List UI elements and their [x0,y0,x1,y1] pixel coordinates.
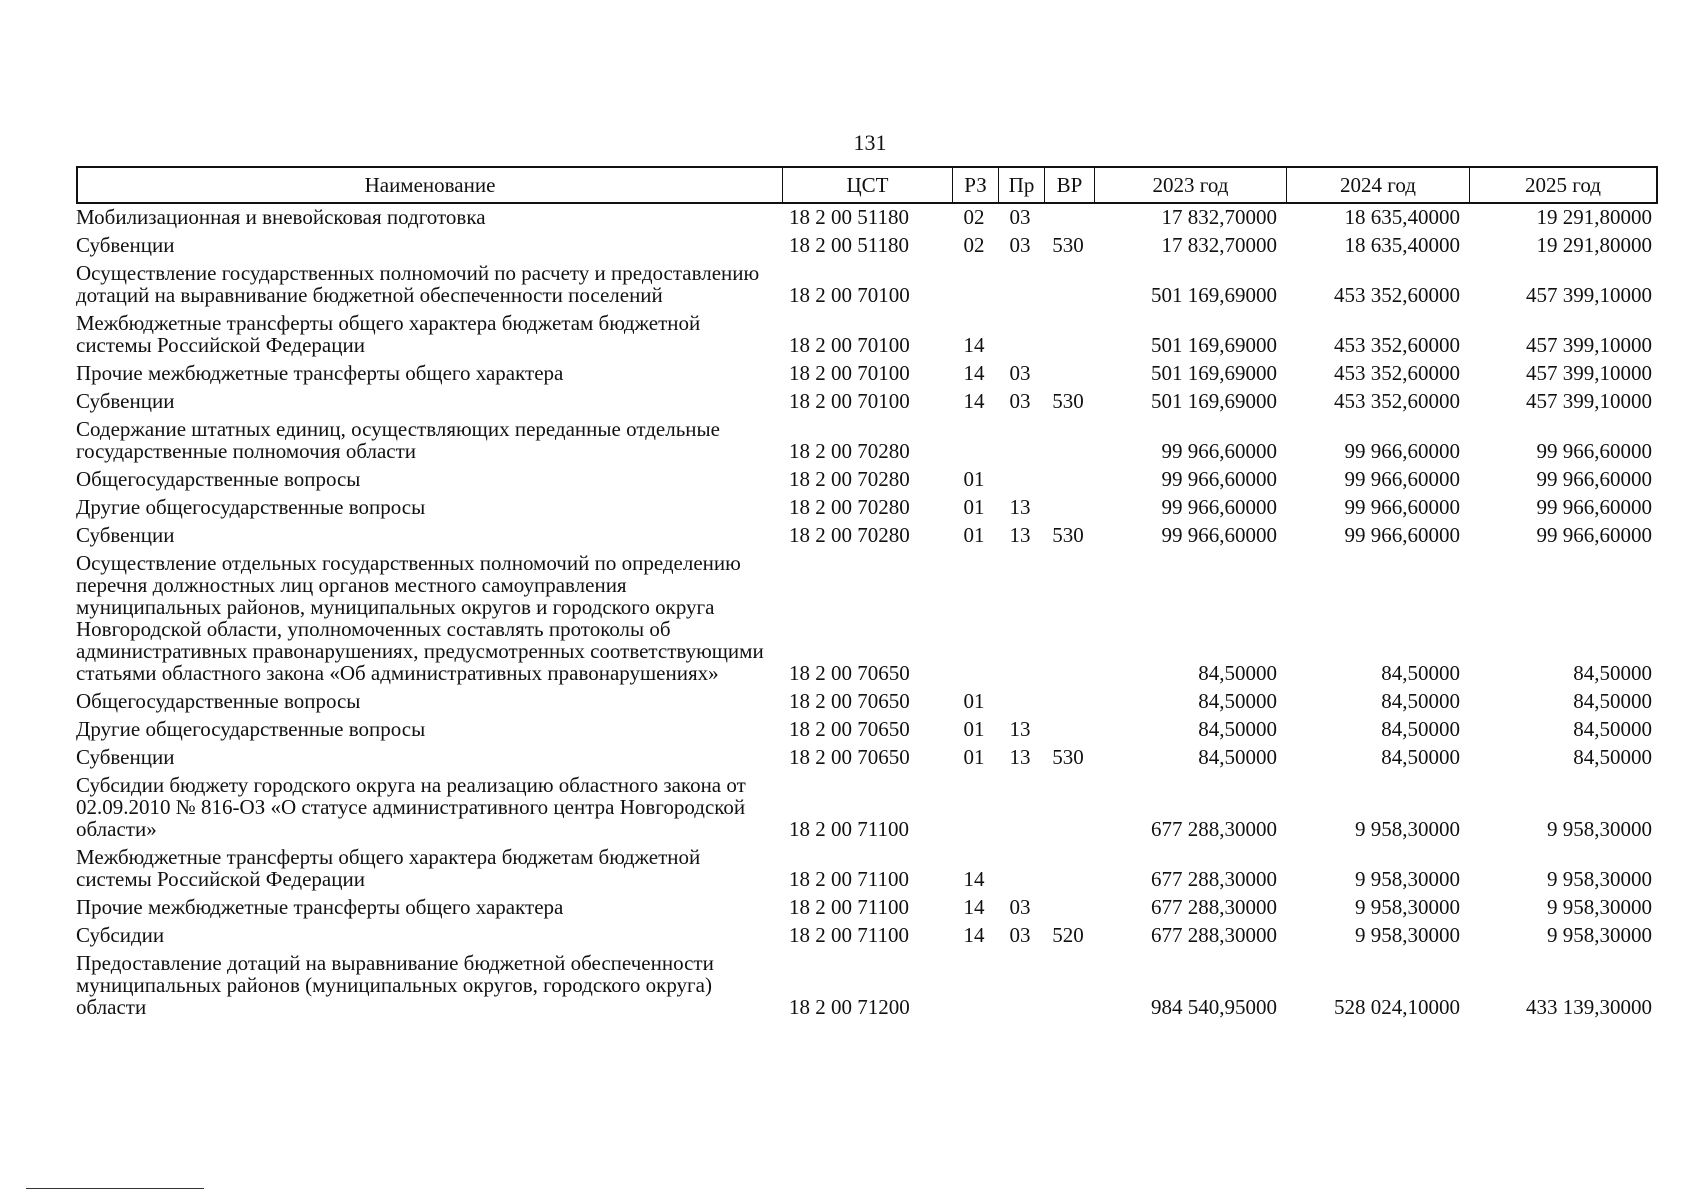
row-2025: 457 399,10000 [1526,283,1652,307]
row-cst: 18 2 00 70280 [789,439,910,463]
row-pr: 13 [1009,717,1031,741]
row-name: Субвенции [76,745,175,769]
row-rz: 01 [963,745,985,769]
table-row [76,496,1658,518]
row-2023: 677 288,30000 [1151,895,1277,919]
row-2025: 99 966,60000 [1536,523,1652,547]
row-name: Другие общегосударственные вопросы [76,717,426,741]
row-rz: 14 [963,333,985,357]
row-cst: 18 2 00 70100 [789,333,910,357]
row-pr: 03 [1009,205,1031,229]
row-name: Осуществление отдельных государственных полномочий по определению перечня должностных лиц органов местного самоуправления муниципальных районов, муниципальных округов и городского округа Новгородской области, уполномоченных составлять протоколы об административных правонарушениях, предусмотренных соответствующими статьями областного закона «Об административных правонарушениях» [76,551,764,685]
row-cst: 18 2 00 70100 [789,389,910,413]
row-rz: 14 [963,361,985,385]
row-name: Межбюджетные трансферты общего характера бюджетам бюджетной системы Российской Федерации [76,845,701,891]
table-row [76,896,1658,918]
row-pr: 13 [1009,745,1031,769]
row-cst: 18 2 00 51180 [789,233,909,257]
budget-table [76,166,1658,1018]
row-pr: 13 [1009,523,1031,547]
table-row [76,262,1658,306]
row-pr: 03 [1009,233,1031,257]
row-rz: 01 [963,689,985,713]
row-2023: 99 966,60000 [1161,439,1277,463]
row-rz: 14 [963,867,985,891]
row-2025: 9 958,30000 [1547,867,1652,891]
row-2023: 84,50000 [1198,661,1277,685]
header-2025: 2025 год [1525,173,1601,197]
row-2023: 501 169,69000 [1151,283,1277,307]
row-rz: 01 [963,467,985,491]
row-cst: 18 2 00 70280 [789,467,910,491]
header-cst: ЦСТ [783,168,953,202]
row-2023: 677 288,30000 [1151,817,1277,841]
row-2025: 99 966,60000 [1536,467,1652,491]
row-2025: 9 958,30000 [1547,895,1652,919]
row-cst: 18 2 00 51180 [789,205,909,229]
row-name: Прочие межбюджетные трансферты общего характера [76,361,564,385]
row-pr: 03 [1009,895,1031,919]
row-name: Прочие межбюджетные трансферты общего характера [76,895,564,919]
row-2025: 433 139,30000 [1526,995,1652,1019]
row-cst: 18 2 00 70280 [789,495,910,519]
row-name: Субвенции [76,233,175,257]
row-2024: 18 635,40000 [1344,205,1460,229]
row-cst: 18 2 00 70650 [789,717,910,741]
row-vr: 530 [1052,233,1084,257]
page-number: 131 [853,130,887,155]
row-name: Общегосударственные вопросы [76,689,361,713]
row-2023: 84,50000 [1198,717,1277,741]
row-2024: 453 352,60000 [1334,333,1460,357]
row-name: Субвенции [76,523,175,547]
table-row [76,718,1658,740]
row-cst: 18 2 00 70650 [789,689,910,713]
row-2025: 84,50000 [1573,745,1652,769]
row-2023: 984 540,95000 [1151,995,1277,1019]
row-name: Осуществление государственных полномочий по расчету и предоставлению дотаций на выравнивание бюджетной обеспеченности поселений [76,261,760,307]
row-pr: 03 [1009,389,1031,413]
row-name: Субсидии [76,923,165,947]
row-cst: 18 2 00 70650 [789,661,910,685]
table-row [76,524,1658,546]
row-cst: 18 2 00 70280 [789,523,910,547]
row-2023: 99 966,60000 [1161,467,1277,491]
row-cst: 18 2 00 71100 [789,817,909,841]
row-2025: 19 291,80000 [1536,233,1652,257]
row-rz: 01 [963,495,985,519]
row-2023: 501 169,69000 [1151,389,1277,413]
row-2025: 457 399,10000 [1526,333,1652,357]
header-name: Наименование [78,168,783,202]
table-row [76,690,1658,712]
row-2023: 17 832,70000 [1161,233,1277,257]
row-2025: 84,50000 [1573,661,1652,685]
table-row [76,846,1658,890]
row-2023: 501 169,69000 [1151,361,1277,385]
row-vr: 530 [1052,389,1084,413]
row-2025: 99 966,60000 [1536,439,1652,463]
row-2024: 18 635,40000 [1344,233,1460,257]
table-row [76,418,1658,462]
row-rz: 14 [963,895,985,919]
row-2024: 84,50000 [1381,717,1460,741]
table-row [76,468,1658,490]
header-2024: 2024 год [1287,168,1470,202]
row-2023: 99 966,60000 [1161,495,1277,519]
row-vr: 530 [1052,523,1084,547]
row-2024: 453 352,60000 [1334,283,1460,307]
row-2024: 9 958,30000 [1355,867,1460,891]
table-row [76,746,1658,768]
row-cst: 18 2 00 71100 [789,867,909,891]
row-2025: 457 399,10000 [1526,389,1652,413]
row-2024: 99 966,60000 [1344,467,1460,491]
row-name: Другие общегосударственные вопросы [76,495,426,519]
row-name: Межбюджетные трансферты общего характера бюджетам бюджетной системы Российской Федерации [76,311,701,357]
row-pr: 03 [1009,923,1031,947]
row-rz: 14 [963,923,985,947]
table-row [76,924,1658,946]
row-cst: 18 2 00 70100 [789,361,910,385]
row-2025: 19 291,80000 [1536,205,1652,229]
row-2023: 677 288,30000 [1151,923,1277,947]
row-rz: 02 [963,205,985,229]
row-2023: 99 966,60000 [1161,523,1277,547]
row-2024: 84,50000 [1381,661,1460,685]
row-cst: 18 2 00 71200 [789,995,910,1019]
row-name: Субвенции [76,389,175,413]
table-row [76,390,1658,412]
row-name: Общегосударственные вопросы [76,467,361,491]
row-cst: 18 2 00 70100 [789,283,910,307]
row-2024: 99 966,60000 [1344,523,1460,547]
row-name: Содержание штатных единиц, осуществляющих переданные отдельные государственные полномочия области [76,417,720,463]
table-row [76,234,1658,256]
header-rz: РЗ [953,168,999,202]
row-2024: 99 966,60000 [1344,495,1460,519]
row-pr: 13 [1009,495,1031,519]
table-row [76,552,1658,684]
row-rz: 01 [963,523,985,547]
row-2025: 9 958,30000 [1547,817,1652,841]
row-cst: 18 2 00 71100 [789,895,909,919]
row-2024: 453 352,60000 [1334,361,1460,385]
row-2025: 457 399,10000 [1526,361,1652,385]
row-pr: 03 [1009,361,1031,385]
row-vr: 530 [1052,745,1084,769]
row-2023: 677 288,30000 [1151,867,1277,891]
row-name: Предоставление дотаций на выравнивание бюджетной обеспеченности муниципальных районов (муниципальных округов, городского округа) области [76,951,714,1019]
row-2024: 84,50000 [1381,689,1460,713]
row-2024: 453 352,60000 [1334,389,1460,413]
header-vr: ВР [1045,168,1095,202]
row-2024: 99 966,60000 [1344,439,1460,463]
row-rz: 01 [963,717,985,741]
row-2024: 9 958,30000 [1355,923,1460,947]
row-2024: 528 024,10000 [1334,995,1460,1019]
row-2025: 84,50000 [1573,689,1652,713]
row-2023: 17 832,70000 [1161,205,1277,229]
row-cst: 18 2 00 70650 [789,745,910,769]
row-name: Мобилизационная и вневойсковая подготовка [76,205,486,229]
header-pr: Пр [999,168,1045,202]
row-2025: 9 958,30000 [1547,923,1652,947]
table-row [76,206,1658,228]
row-cst: 18 2 00 71100 [789,923,909,947]
row-vr: 520 [1052,923,1084,947]
header-2023: 2023 год [1095,168,1287,202]
table-row [76,362,1658,384]
row-rz: 02 [963,233,985,257]
row-2023: 501 169,69000 [1151,333,1277,357]
table-header [76,166,1658,204]
table-row [76,952,1658,1018]
table-row [76,774,1658,840]
row-2024: 9 958,30000 [1355,895,1460,919]
row-2023: 84,50000 [1198,745,1277,769]
row-2023: 84,50000 [1198,689,1277,713]
row-rz: 14 [963,389,985,413]
table-row [76,312,1658,356]
row-name: Субсидии бюджету городского округа на реализацию областного закона от 02.09.2010 № 816-ОЗ «О статусе административного центра Новгородской области» [76,773,746,841]
row-2025: 99 966,60000 [1536,495,1652,519]
row-2024: 9 958,30000 [1355,817,1460,841]
footnote-divider [26,1188,204,1189]
row-2025: 84,50000 [1573,717,1652,741]
row-2024: 84,50000 [1381,745,1460,769]
